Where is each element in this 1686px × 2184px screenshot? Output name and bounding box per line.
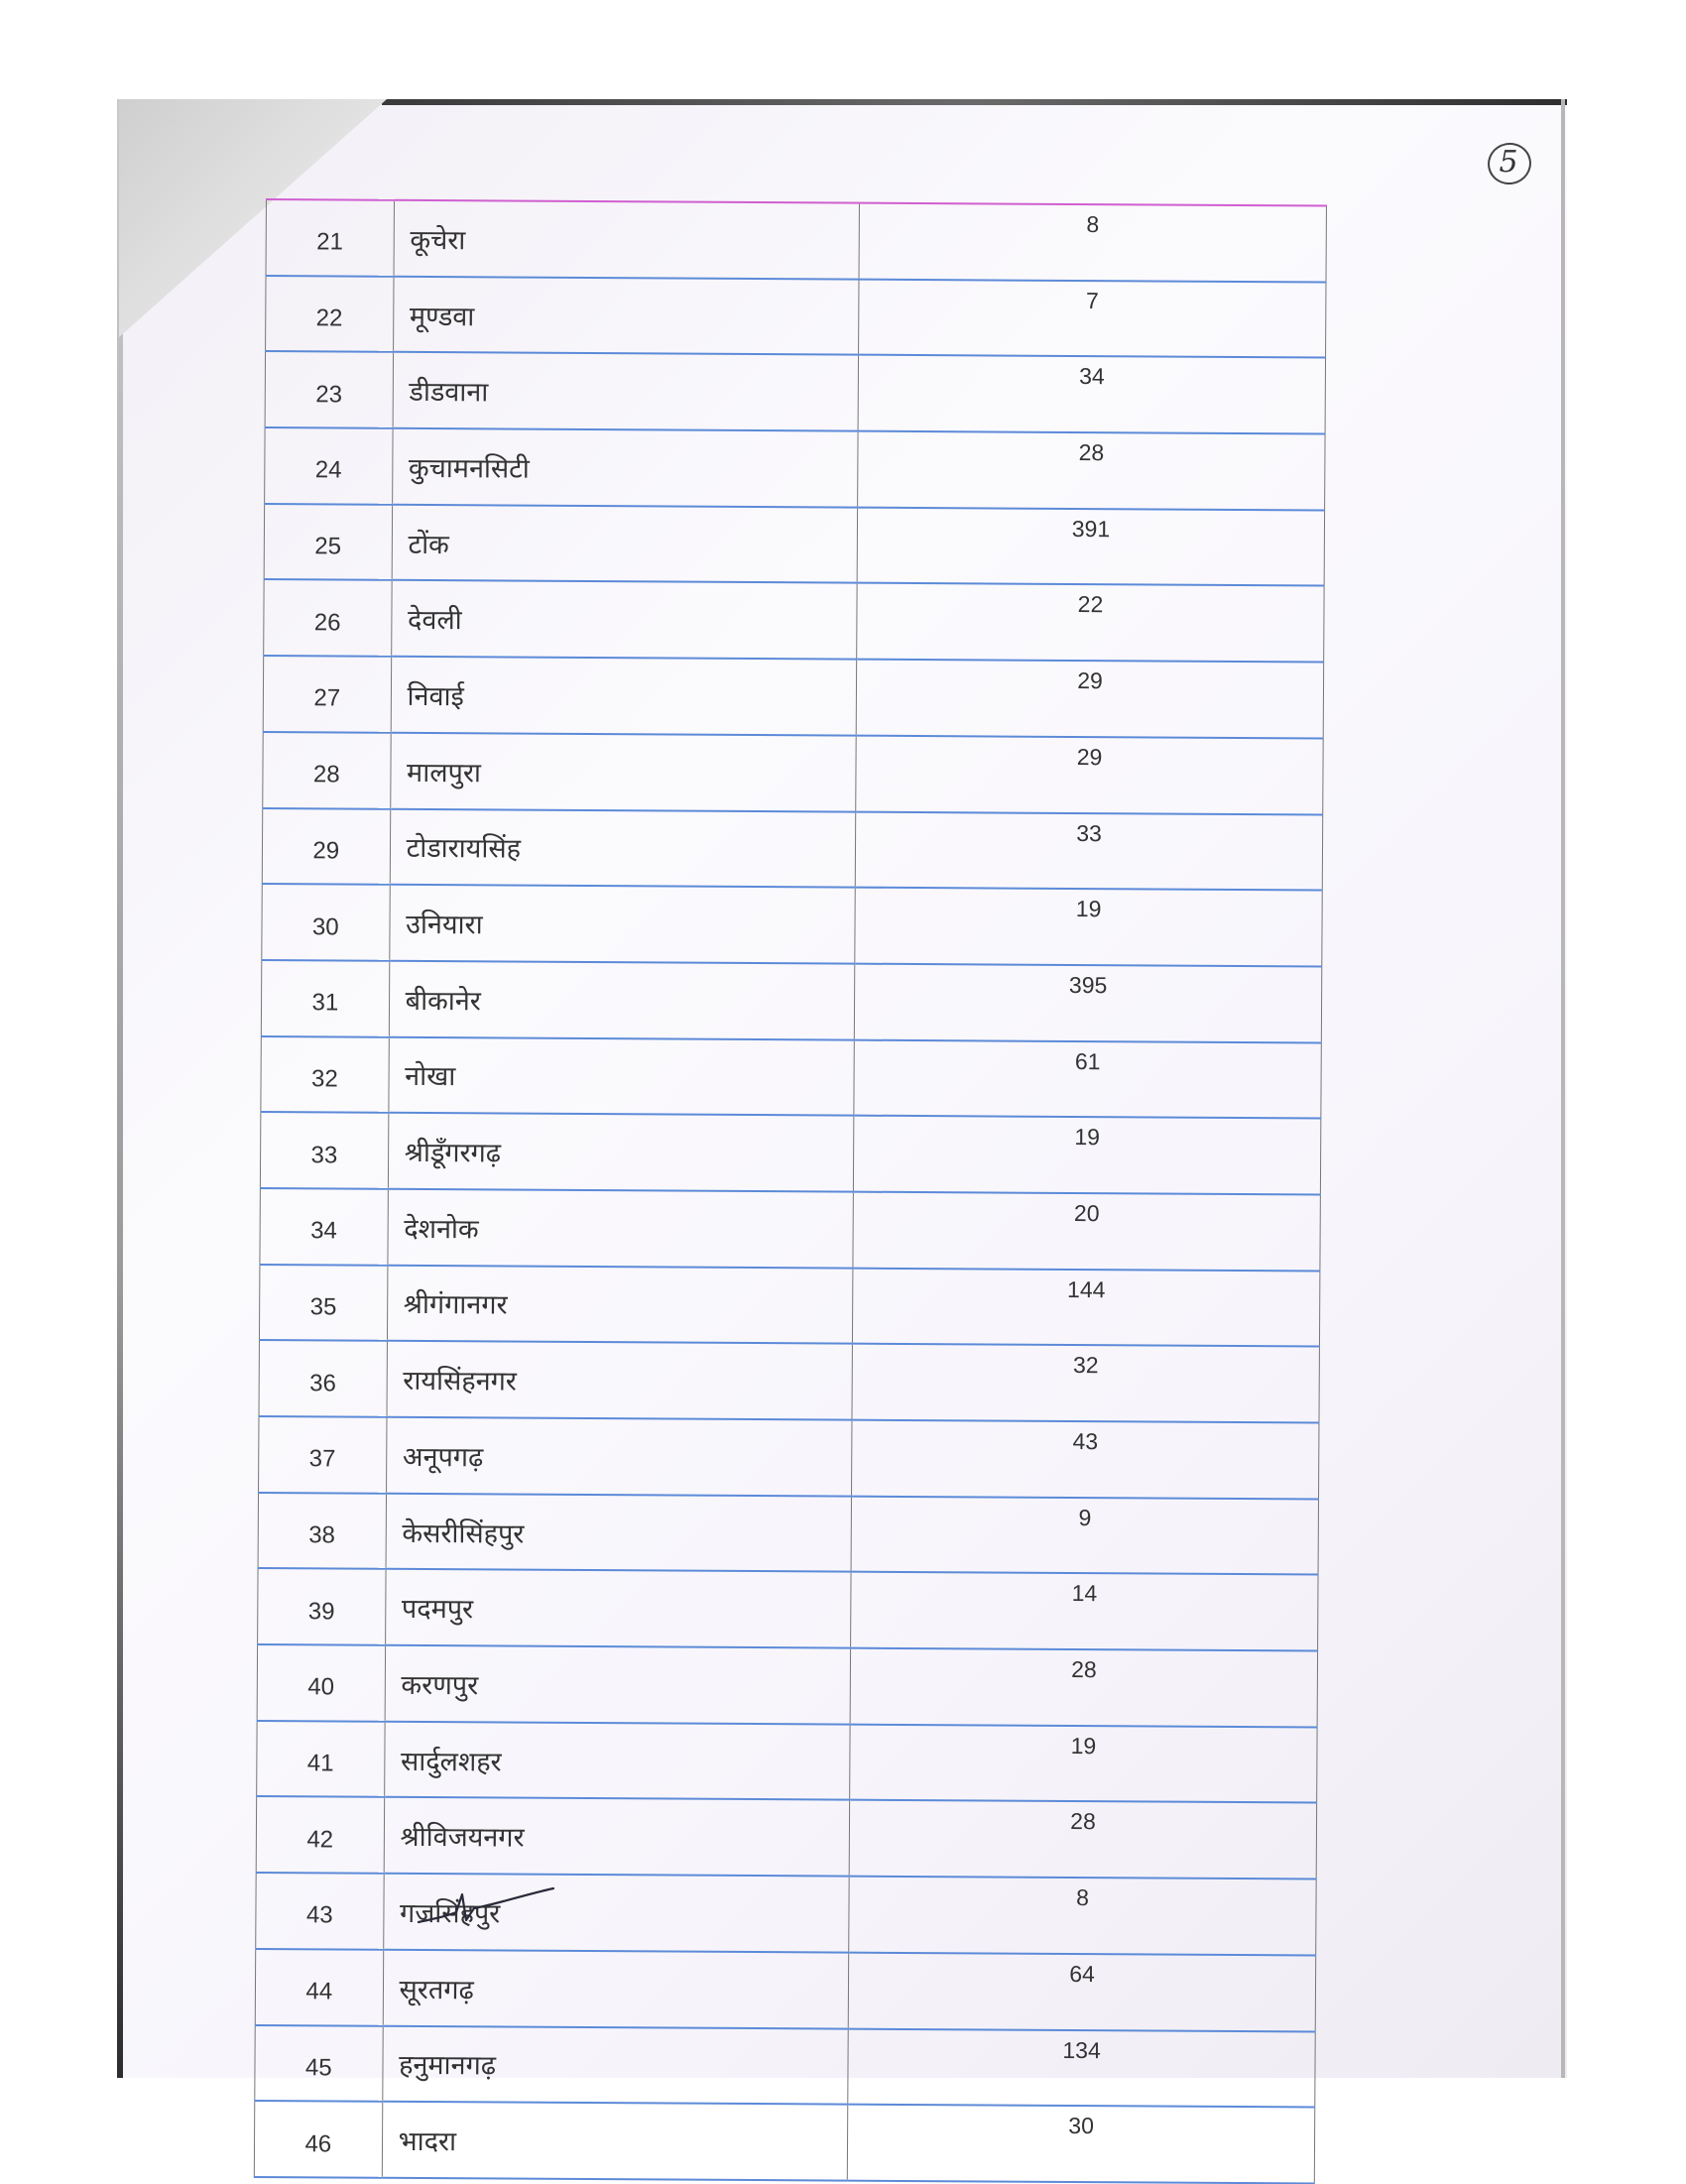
place-name-cell: नोखा [389,1036,855,1116]
serial-number-cell: 25 [264,504,392,580]
place-name-cell: देवली [391,580,857,660]
place-name-cell: सूरतगढ़ [383,1950,849,2029]
serial-number-cell: 33 [260,1112,388,1188]
table-row [254,2101,1314,2183]
serial-number-cell: 36 [259,1340,387,1416]
count-cell: 22 [857,583,1324,663]
count-cell: 391 [857,507,1324,586]
serial-number-cell: 45 [255,2024,383,2101]
place-name-cell: पदमपुर [385,1569,851,1648]
place-name-cell: कूचेरा [394,200,860,280]
place-name-cell: मूण्डवा [393,276,859,355]
place-name-cell: डीडवाना [393,352,859,431]
count-cell: 29 [856,735,1323,814]
handwritten-page-number [1484,141,1533,184]
serial-number-cell: 29 [262,807,390,884]
count-cell: 33 [855,811,1322,891]
count-cell: 28 [850,1648,1317,1728]
table-row [257,1644,1317,1727]
table-row [264,579,1324,662]
table-row [257,1721,1317,1803]
serial-number-cell: 32 [261,1036,389,1113]
place-name-cell: भादरा [382,2102,848,2181]
serial-number-cell: 31 [261,960,389,1036]
serial-number-cell: 23 [265,351,393,427]
serial-number-cell: 28 [263,732,391,808]
count-cell: 7 [859,279,1326,358]
count-cell: 19 [855,888,1322,967]
serial-number-cell: 41 [257,1721,385,1797]
serial-number-cell: 38 [258,1493,386,1569]
table-body [254,199,1326,2183]
serial-number-cell: 39 [258,1568,386,1644]
place-name-cell: रायसिंहनगर [387,1341,853,1420]
table-row [256,1796,1316,1879]
count-cell: 134 [848,2028,1315,2108]
serial-number-cell: 46 [254,2101,382,2177]
place-name-cell: बीकानेर [389,961,855,1040]
count-cell: 9 [851,1496,1318,1575]
page-number-text: 5 [1499,145,1518,180]
count-cell: 14 [851,1572,1318,1651]
table-row [258,1568,1318,1650]
place-name-cell: देशनोक [388,1189,854,1269]
place-name-cell: सार्दुलशहर [384,1722,850,1801]
table-row [263,656,1323,738]
table-row [266,199,1326,282]
serial-number-cell: 30 [262,884,390,960]
count-cell: 28 [858,431,1325,511]
count-cell: 19 [853,1116,1320,1195]
table-row [260,1112,1320,1194]
count-cell: 8 [859,203,1326,283]
municipality-count-table [254,198,1327,2184]
serial-number-cell: 21 [266,199,394,276]
serial-number-cell: 43 [256,1873,384,1949]
count-cell: 8 [849,1877,1316,1956]
place-name-cell: उनियारा [389,885,855,964]
table-row [266,276,1326,358]
serial-number-cell: 24 [265,427,393,504]
count-cell: 395 [854,964,1321,1043]
count-cell: 30 [847,2105,1314,2184]
serial-number-cell: 34 [260,1188,388,1265]
count-cell: 144 [852,1268,1319,1347]
serial-number-cell: 40 [257,1644,385,1721]
page-left-edge [117,99,123,2078]
page-number-circle [1484,139,1535,188]
serial-number-cell: 35 [259,1265,387,1341]
table-row [259,1340,1319,1422]
place-name-cell: निवाई [391,657,857,736]
place-name-cell: श्रीविजयनगर [384,1797,850,1877]
page-right-edge [1561,99,1565,2078]
table-row [261,960,1321,1042]
table-row [265,427,1325,510]
count-cell: 64 [848,1952,1315,2031]
serial-number-cell: 26 [264,579,392,656]
place-name-cell: टोंक [392,505,858,584]
place-name-cell: गजसिंहपुर [383,1874,849,1953]
count-cell: 32 [852,1344,1319,1423]
table-row [258,1493,1318,1575]
count-cell: 61 [854,1039,1321,1119]
count-cell: 20 [853,1192,1320,1272]
place-name-cell: केसरीसिंहपुर [386,1493,852,1572]
count-cell: 28 [849,1800,1316,1880]
serial-number-cell: 44 [255,1949,383,2025]
place-name-cell: टोडारायसिंह [390,808,856,888]
table-row [255,2024,1315,2107]
table-row [263,732,1323,814]
place-name-cell: श्रीगंगानगर [387,1265,853,1344]
table-row [255,1949,1315,2031]
table-row [261,1036,1321,1119]
page-top-edge [382,99,1567,105]
table-row [264,504,1324,586]
count-cell: 43 [852,1420,1319,1500]
serial-number-cell: 27 [263,656,391,732]
place-name-cell: अनूपगढ़ [386,1417,852,1497]
signature [417,1875,555,1934]
table-row [256,1873,1316,1955]
count-cell: 29 [856,660,1323,739]
table-row [259,1416,1319,1499]
table-row [260,1188,1320,1271]
table-row [262,807,1322,890]
count-cell: 34 [858,355,1325,434]
serial-number-cell: 37 [259,1416,387,1493]
count-cell: 19 [850,1724,1317,1803]
place-name-cell: हनुमानगढ़ [382,2025,848,2105]
place-name-cell: कुचामनसिटी [392,428,858,508]
table-row [259,1265,1319,1347]
place-name-cell: श्रीडूँगरगढ़ [388,1113,854,1192]
place-name-cell: करणपुर [385,1645,851,1725]
place-name-cell: मालपुरा [390,733,856,812]
table-row [265,351,1325,433]
serial-number-cell: 22 [266,276,394,352]
table-row [262,884,1322,966]
serial-number-cell: 42 [256,1796,384,1873]
